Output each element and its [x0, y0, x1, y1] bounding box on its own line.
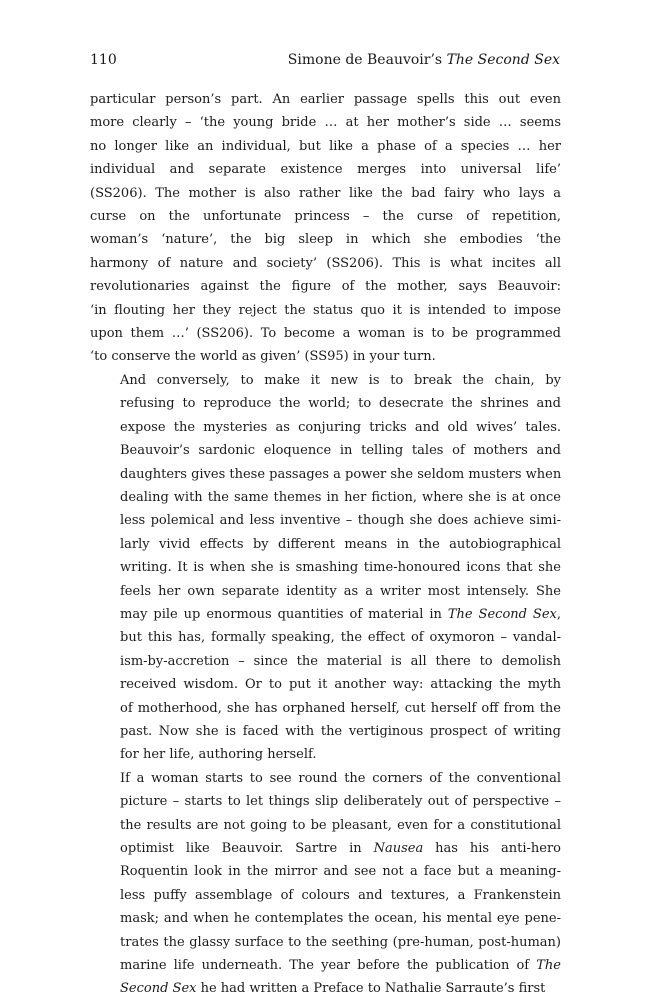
paragraph [90, 88, 561, 369]
text-line: refusing to reproduce the world; to desecrate the shrines and [120, 396, 561, 412]
text-line: but this has, formally speaking, the effect of oxymoron – vandal- [120, 630, 561, 646]
text-line: received wisdom. Or to put it another way: attacking the myth [120, 677, 561, 693]
text-line: upon them …’ (SS206). To become a woman is to be programmed [90, 326, 561, 342]
text-line: trates the glassy surface to the seething (pre-human, post-human) [120, 934, 561, 950]
text-line: particular person’s part. An earlier passage spells this out even [90, 92, 561, 107]
text-line: feels her own separate identity as a writer most intensely. She [120, 583, 561, 599]
text-line: ‘to conserve the world as given’ (SS95) in your turn. [90, 349, 436, 365]
text-line: marine life underneath. The year before the publication of The [120, 958, 561, 974]
text-line: Beauvoir’s sardonic eloquence in telling tales of mothers and [120, 443, 561, 459]
text-line: expose the mysteries as conjuring tricks and old wives’ tales. [120, 419, 561, 435]
text-line: revolutionaries against the figure of the mother, says Beauvoir: [90, 279, 561, 295]
italic-title: The [536, 958, 561, 974]
text-line: larly vivid effects by different means in the autobiographical [120, 536, 561, 552]
text-line: Roquentin look in the mirror and see not a face but a meaning- [120, 864, 561, 880]
text-line: writing. It is when she is smashing time-honoured icons that she [120, 560, 561, 576]
body-text [90, 88, 561, 1001]
text-line: If a woman starts to see round the corners of the conventional [120, 770, 561, 786]
running-title [288, 52, 560, 68]
text-line: of motherhood, she has orphaned herself, cut herself off from the [120, 700, 561, 716]
italic-title: Nausea [373, 841, 424, 856]
text-line: ism-by-accretion – since the material is all there to demolish [120, 653, 561, 669]
text-line: individual and separate existence merges into universal life’ [90, 162, 561, 178]
paragraph [90, 767, 561, 1001]
text-line: picture – starts to let things slip deliberately out of perspective – [120, 794, 561, 810]
text-line: harmony of nature and society’ (SS206). This is what incites all [90, 255, 561, 271]
text-line: Second Sex he had written a Preface to Nathalie Sarraute’s first [120, 981, 546, 997]
italic-title: The Second Sex [447, 606, 557, 622]
text-line: less puffy assemblage of colours and textures, a Frankenstein [120, 887, 561, 903]
text-line: less polemical and less inventive – though she does achieve simi- [120, 513, 561, 529]
text-line: for her life, authoring herself. [120, 747, 317, 763]
text-line: dealing with the same themes in her fiction, where she is at once [120, 489, 561, 505]
text-line: no longer like an individual, but like a phase of a species … her [90, 138, 561, 154]
running-title-work: The Second Sex [446, 52, 560, 68]
text-line: mask; and when he contemplates the ocean, his mental eye pene- [120, 911, 561, 927]
text-line: may pile up enormous quantities of material in The Second Sex, [120, 606, 561, 622]
page-number: 110 [90, 52, 117, 68]
italic-title: Second Sex [120, 981, 197, 997]
text-line: the results are not going to be pleasant, even for a constitutional [120, 817, 561, 833]
text-line: past. Now she is faced with the vertiginous prospect of writing [120, 723, 561, 739]
running-header [90, 52, 560, 68]
text-line: curse on the unfortunate princess – the curse of repetition, [90, 209, 561, 225]
text-line: And conversely, to make it new is to break the chain, by [120, 372, 561, 388]
text-line: more clearly – ‘the young bride … at her mother’s side … seems [90, 115, 561, 131]
text-line: daughters gives these passages a power she seldom musters when [120, 466, 562, 482]
running-title-author: Simone de Beauvoir’s [287, 52, 447, 68]
text-line: ‘in flouting her they reject the status quo it is intended to impose [90, 302, 561, 318]
paragraph [90, 369, 561, 767]
text-line: woman’s ‘nature’, the big sleep in which she embodies ‘the [90, 232, 561, 248]
text-line: optimist like Beauvoir. Sartre in Nausea has his anti-hero [120, 841, 562, 856]
text-line: (SS206). The mother is also rather like the bad fairy who lays a [90, 185, 561, 201]
